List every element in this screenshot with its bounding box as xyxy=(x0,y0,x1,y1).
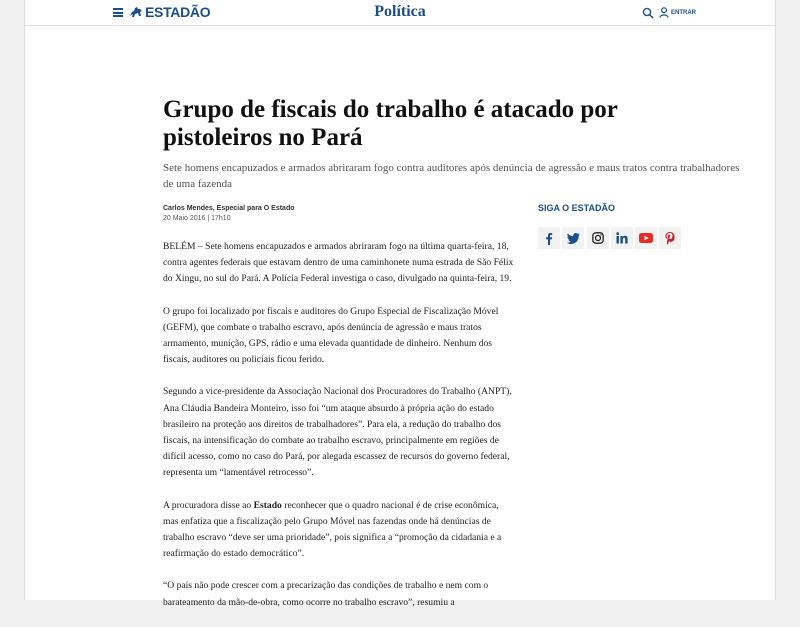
linkedin-icon xyxy=(616,232,628,244)
linkedin-button[interactable] xyxy=(611,227,633,249)
youtube-icon xyxy=(639,233,653,243)
site-header xyxy=(25,0,775,26)
social-icons-row xyxy=(538,227,684,249)
article-paragraph: “O país não pode crescer com a precarização das condições de trabalho e nem com o barateamento da mão-de-obra, como ocorre no trabalho escravo”, resumiu a xyxy=(163,580,489,608)
article-paragraph xyxy=(163,498,515,563)
facebook-icon xyxy=(543,232,555,245)
login-label: ENTRAR xyxy=(671,9,696,16)
search-icon[interactable] xyxy=(642,7,654,19)
twitter-button[interactable] xyxy=(562,227,584,249)
article-paragraph: O grupo foi localizado por fiscais e auditores do Grupo Especial de Fiscalização Móvel (GEFM), que combate o trabalho escravo, após denúncia de agressão e maus tratos armamento, munição, GPS, rádio e uma elevada quantidade de dinheiro. Nenhum dos fiscais, auditores ou policiais ficou ferido. xyxy=(163,305,499,366)
paragraph-text: A procuradora disse ao xyxy=(163,499,254,511)
article-body xyxy=(163,239,515,627)
twitter-icon xyxy=(567,233,580,244)
article-subtitle: Sete homens encapuzados e armados abriraram fogo contra auditores após denúncia de agressão e maus tratos contra trabalhadores de uma fazenda xyxy=(163,162,740,190)
youtube-button[interactable] xyxy=(635,227,657,249)
login-link[interactable] xyxy=(659,7,696,18)
logo-text: ESTADÃO xyxy=(145,4,211,20)
page-frame xyxy=(24,0,776,608)
instagram-icon xyxy=(592,232,604,244)
section-title[interactable]: Política xyxy=(374,3,426,20)
article-paragraph: BELÉM – Sete homens encapuzados e armados abriraram fogo na última quarta-feira, 18, contra agentes federais que estavam dentro de uma caminhonete numa estrada de São Félix do Xingu, no sul do Pará. A Polícia Federal investiga o caso, divulgado na quinta-feira, 19. xyxy=(163,241,514,285)
article-paragraph: Segundo a vice-presidente da Associação Nacional dos Procuradores do Trabalho (ANPT), Ana Cláudia Bandeira Monteiro, isso foi “um ataque absurdo à própria ação do estado brasileiro na proteção aos direitos de trabalhadores”. Para ela, a redução do trabalho dos fiscais, na intensificação do combate ao trabalho escravo, principalmente em regiões de difícil acesso, como no caso do Pará, por alegada escassez de recursos do governo federal, representa um “lamentável retrocesso”. xyxy=(163,386,512,479)
user-icon xyxy=(659,7,669,18)
paragraph-text: reconhecer que o quadro nacional é de crise econômica, mas enfatiza que a fiscalização pelo Grupo Móvel nas fazendas onde há denúncias de trabalho escravo “deve ser uma prioridade”, pois significa a “promoção da cidadania e a reafirmação do estado democrático”. xyxy=(163,499,502,560)
estado-bold-text: Estado xyxy=(253,499,282,511)
pinterest-icon xyxy=(665,232,675,245)
article-headline: Grupo de fiscais do trabalho é atacado por pistoleiros no Pará xyxy=(163,96,618,151)
article-date: 20 Maio 2016 | 17h10 xyxy=(163,215,231,222)
facebook-button[interactable] xyxy=(538,227,560,249)
pinterest-button[interactable] xyxy=(659,227,681,249)
instagram-button[interactable] xyxy=(587,227,609,249)
follow-title: SIGA O ESTADÃO xyxy=(538,203,616,213)
article-author: Carlos Mendes, Especial para O Estado xyxy=(163,205,295,212)
